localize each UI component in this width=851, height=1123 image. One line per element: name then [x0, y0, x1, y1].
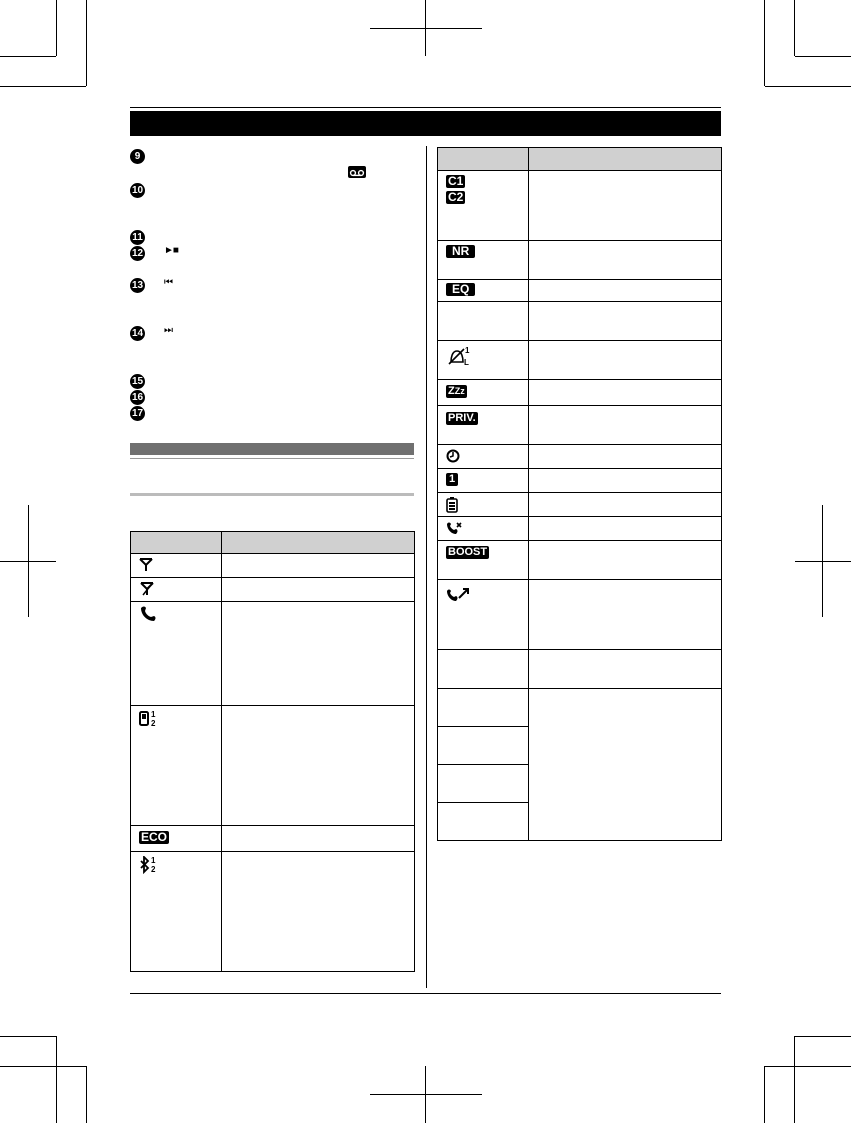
svg-text:L: L — [464, 358, 469, 367]
table-row — [438, 517, 722, 541]
icon-cell — [438, 580, 529, 650]
bluetooth-icon — [139, 856, 159, 879]
icon-cell — [438, 517, 529, 541]
table-row — [438, 302, 722, 341]
item-number: 11 — [130, 230, 145, 245]
svg-text:2: 2 — [151, 719, 156, 728]
subsection-rule — [130, 493, 414, 496]
desc-cell — [222, 602, 415, 706]
desc-cell — [529, 689, 722, 841]
crop-mark — [765, 1066, 851, 1067]
desc-cell — [529, 341, 722, 380]
table-row — [438, 541, 722, 580]
call-block-icon — [446, 521, 464, 540]
crop-mark — [56, 1036, 57, 1123]
column-divider — [426, 146, 427, 988]
desc-cell — [529, 445, 722, 469]
privacy-icon: PRIV. — [448, 412, 476, 424]
icon-cell — [438, 493, 529, 517]
item-number: 14 — [131, 328, 144, 340]
crop-mark — [794, 1036, 795, 1123]
crop-mark — [86, 0, 87, 86]
item-number: 9 — [130, 149, 145, 164]
list-item — [130, 277, 172, 293]
alarm-icon — [446, 449, 460, 468]
icon-cell — [438, 727, 529, 765]
play-stop-icon: ►■ — [164, 245, 178, 256]
crop-mark — [0, 1036, 56, 1037]
table-row — [438, 341, 722, 380]
table-row — [438, 171, 722, 241]
table-row — [438, 406, 722, 445]
icon-cell — [438, 469, 529, 493]
icon-cell — [131, 852, 222, 972]
header-cell-icon — [131, 532, 222, 554]
table-row — [438, 469, 722, 493]
ringer-off-icon — [446, 346, 470, 373]
display-icons-table-right — [437, 147, 722, 841]
desc-cell — [222, 826, 415, 852]
icon-cell — [438, 445, 529, 469]
desc-cell — [529, 241, 722, 280]
icon-cell — [438, 171, 529, 241]
icon-cell — [438, 341, 529, 380]
item-number: 13 — [131, 280, 144, 292]
svg-text:1: 1 — [465, 346, 470, 355]
desc-cell — [529, 302, 722, 341]
crop-mark — [794, 0, 795, 56]
line-status-icon: 1 — [446, 473, 458, 486]
desc-cell — [529, 406, 722, 445]
cellular-icon — [139, 710, 159, 733]
icon-cell — [438, 406, 529, 445]
list-item — [130, 389, 145, 405]
skip-back-icon: ⏮ — [164, 277, 172, 288]
crop-mark — [795, 56, 851, 57]
desc-cell — [222, 554, 415, 578]
section-heading-bar — [130, 443, 414, 455]
desc-cell — [529, 380, 722, 406]
crop-mark — [0, 1066, 86, 1067]
list-item — [130, 373, 145, 389]
desc-cell — [529, 493, 722, 517]
table-row — [438, 689, 722, 727]
page-title-bar — [130, 111, 721, 136]
crop-mark — [370, 1094, 482, 1095]
footer-rule — [130, 993, 721, 994]
battery-icon — [446, 497, 458, 518]
table-header-row — [131, 532, 415, 554]
list-item — [130, 325, 172, 341]
icon-cell — [438, 380, 529, 406]
crop-mark — [0, 86, 86, 87]
list-item — [130, 182, 145, 198]
list-item — [130, 405, 145, 421]
desc-cell — [529, 171, 722, 241]
item-number: 10 — [131, 185, 144, 197]
header-cell-meaning — [529, 148, 722, 171]
antenna-out-of-range-icon — [139, 582, 155, 601]
svg-text:1: 1 — [151, 856, 156, 865]
icon-cell — [131, 826, 222, 852]
crop-mark — [795, 1036, 851, 1037]
display-icons-table-left — [130, 531, 415, 972]
table-header-row — [438, 148, 722, 171]
crop-mark — [764, 0, 765, 86]
icon-cell — [131, 554, 222, 578]
desc-cell — [529, 280, 722, 302]
phone-icon — [139, 606, 157, 627]
table-row — [438, 493, 722, 517]
svg-text:2: 2 — [151, 865, 156, 874]
crop-mark — [765, 86, 851, 87]
table-row — [438, 280, 722, 302]
header-rule — [130, 107, 721, 108]
item-number: 15 — [131, 376, 144, 388]
section-rule — [130, 458, 414, 459]
table-row — [131, 554, 415, 578]
call-waiting-icon: C1 C2 — [448, 174, 464, 204]
crop-mark — [370, 28, 482, 29]
list-item — [130, 245, 178, 261]
crop-mark — [0, 56, 56, 57]
table-row — [438, 580, 722, 650]
icon-cell — [131, 578, 222, 602]
item-number: 16 — [131, 392, 144, 404]
item-number: 17 — [131, 408, 144, 420]
icon-cell — [438, 541, 529, 580]
table-row — [131, 826, 415, 852]
table-row — [438, 241, 722, 280]
table-row — [131, 852, 415, 972]
icon-cell — [438, 302, 529, 341]
table-row — [131, 578, 415, 602]
icon-cell — [131, 602, 222, 706]
table-row — [438, 380, 722, 406]
icon-cell — [438, 765, 529, 803]
desc-cell — [222, 706, 415, 826]
list-item — [130, 229, 145, 245]
desc-cell — [529, 517, 722, 541]
item-number: 12 — [131, 248, 144, 260]
list-item — [130, 148, 145, 164]
icon-cell — [438, 803, 529, 841]
antenna-icon — [139, 558, 153, 577]
table-row — [438, 445, 722, 469]
crop-mark — [764, 1066, 765, 1123]
call-forward-icon — [446, 586, 472, 607]
desc-cell — [529, 469, 722, 493]
desc-cell — [529, 580, 722, 650]
crop-mark — [0, 561, 56, 562]
icon-cell — [131, 706, 222, 826]
equalizer-icon: EQ — [446, 283, 475, 296]
icon-cell — [438, 650, 529, 689]
icon-cell — [438, 280, 529, 302]
crop-mark — [795, 561, 851, 562]
desc-cell — [529, 650, 722, 689]
noise-reduction-icon: NR — [446, 245, 475, 258]
crop-mark — [86, 1066, 87, 1123]
table-row — [438, 650, 722, 689]
night-mode-icon: ZZz — [448, 385, 465, 397]
desc-cell — [222, 852, 415, 972]
answering-system-icon — [348, 166, 366, 178]
icon-cell — [438, 241, 529, 280]
crop-mark — [56, 0, 57, 56]
skip-forward-icon: ⏭ — [164, 325, 172, 336]
table-row — [131, 706, 415, 826]
desc-cell — [529, 541, 722, 580]
eco-icon: ECO — [141, 830, 168, 844]
icon-cell — [438, 689, 529, 727]
svg-text:1: 1 — [151, 710, 156, 719]
table-row — [131, 602, 415, 706]
desc-cell — [222, 578, 415, 602]
boost-icon: BOOST — [448, 546, 488, 558]
header-cell-meaning — [222, 532, 415, 554]
header-cell-icon — [438, 148, 529, 171]
